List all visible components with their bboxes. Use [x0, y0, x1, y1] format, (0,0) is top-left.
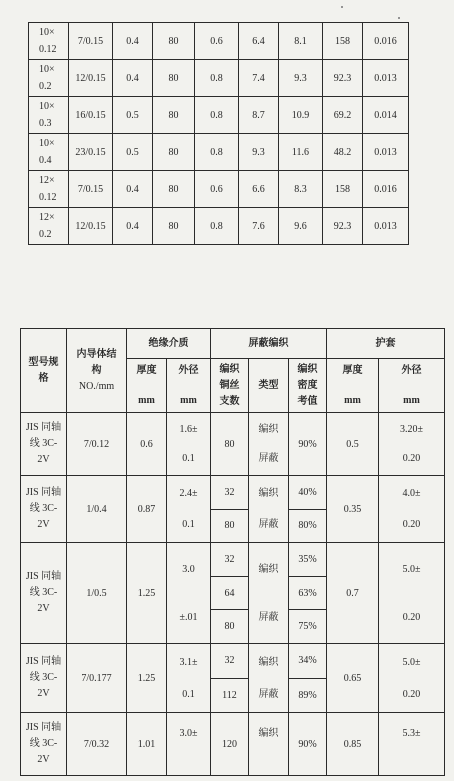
density-value: 63% — [288, 576, 327, 610]
value-cell: 0.8 — [195, 208, 239, 245]
ins-outer-cell — [167, 543, 211, 644]
jacket-outer-value: 5.0± — [402, 656, 421, 668]
ins-outer-value-stack — [168, 646, 209, 710]
type-cell — [249, 476, 289, 543]
type-cell — [249, 413, 289, 476]
jacket-outer-cell — [379, 644, 445, 713]
jacket-thickness-cell: 0.85 — [327, 713, 379, 776]
header-model — [21, 329, 67, 413]
jacket-outer-value: 0.20 — [402, 611, 421, 623]
ins-thickness-cell: 1.25 — [127, 543, 167, 644]
value-cell: 9.3 — [239, 134, 279, 171]
density-value: 80% — [288, 509, 327, 543]
density-value: 89% — [288, 678, 327, 713]
value-cell: 0.8 — [195, 60, 239, 97]
strands-value: 64 — [210, 576, 249, 610]
jacket-outer-value-stack — [380, 478, 443, 540]
density-cell — [289, 413, 327, 476]
jacket-outer-cell — [379, 543, 445, 644]
jacket-outer-value: 4.0± — [402, 488, 421, 499]
value-cell: 92.3 — [323, 60, 363, 97]
density-value: 40% — [298, 486, 317, 498]
spec-table-top — [28, 22, 409, 245]
value-cell: 0.4 — [113, 23, 153, 60]
jacket-outer-value-stack — [380, 415, 443, 473]
header-jacket-thickness-text: 厚度 — [342, 365, 363, 376]
jacket-outer-value: 3.20± — [400, 424, 424, 435]
value-cell: 92.3 — [323, 208, 363, 245]
scan-speck — [398, 17, 400, 19]
value-cell: 0.013 — [363, 60, 409, 97]
value-cell: 0.6 — [195, 23, 239, 60]
header-conductor — [67, 329, 127, 413]
value-cell: 80 — [153, 60, 195, 97]
jacket-outer-value-stack — [380, 646, 443, 710]
header-jacket-thickness-unit: mm — [344, 395, 361, 406]
value-cell: 0.5 — [113, 97, 153, 134]
value-cell: 7.6 — [239, 208, 279, 245]
header-type-text: 类型 — [258, 380, 279, 391]
density-cell — [289, 543, 327, 644]
value-cell: 7/0.15 — [69, 23, 113, 60]
jacket-outer-value-stack — [380, 715, 443, 773]
model-cell — [21, 413, 67, 476]
value-cell: 0.4 — [113, 60, 153, 97]
type-value: 编织 — [258, 656, 279, 668]
ins-outer-value: 0.1 — [182, 519, 195, 530]
conductor-cell: 1/0.4 — [67, 476, 127, 543]
value-cell: 8.3 — [279, 171, 323, 208]
value-cell: 80 — [153, 23, 195, 60]
table-row — [21, 413, 445, 476]
value-cell: 0.014 — [363, 97, 409, 134]
type-value-stack — [250, 715, 287, 773]
ins-outer-cell — [167, 413, 211, 476]
table-row — [21, 476, 445, 543]
strands-value: 120 — [222, 738, 237, 750]
value-cell: 80 — [153, 134, 195, 171]
ins-outer-value: 3.0± — [179, 727, 198, 739]
spec-cell: 10× 0.4 — [29, 134, 69, 171]
value-cell: 11.6 — [279, 134, 323, 171]
header-density — [289, 359, 327, 413]
value-cell: 48.2 — [323, 134, 363, 171]
table-row — [29, 60, 409, 97]
density-value: 34% — [298, 655, 317, 667]
ins-outer-cell — [167, 644, 211, 713]
ins-outer-value-stack — [168, 478, 209, 540]
header-insulation: 绝缘介质 — [127, 329, 211, 359]
value-cell: 80 — [153, 171, 195, 208]
coax-spec-table-body — [21, 413, 445, 776]
header-density-text: 编织密度考值 — [297, 363, 318, 407]
value-cell: 0.6 — [195, 171, 239, 208]
type-value-stack — [250, 646, 287, 710]
density-value: 90% — [298, 738, 317, 750]
ins-thickness-cell: 0.6 — [127, 413, 167, 476]
table-row — [29, 171, 409, 208]
value-cell: 12/0.15 — [69, 60, 113, 97]
type-cell — [249, 644, 289, 713]
header-ins-outer — [167, 359, 211, 413]
value-cell: 10.9 — [279, 97, 323, 134]
jacket-outer-cell — [379, 713, 445, 776]
value-cell: 23/0.15 — [69, 134, 113, 171]
strands-value: 32 — [224, 655, 235, 667]
header-strands-text: 编织铜丝支数 — [219, 363, 240, 407]
table-row — [29, 97, 409, 134]
jacket-thickness-cell: 0.65 — [327, 644, 379, 713]
value-cell: 6.6 — [239, 171, 279, 208]
jacket-outer-value: 5.3± — [402, 727, 421, 739]
value-cell: 0.5 — [113, 134, 153, 171]
density-cell — [289, 644, 327, 713]
strands-cell — [211, 543, 249, 644]
value-cell: 6.4 — [239, 23, 279, 60]
header-strands — [211, 359, 249, 413]
spec-table-top-body — [29, 23, 409, 245]
value-cell: 0.013 — [363, 134, 409, 171]
header-shield: 屏蔽编织 — [211, 329, 327, 359]
jacket-outer-value: 5.0± — [402, 563, 421, 575]
ins-outer-value: 1.6± — [179, 424, 198, 435]
value-cell: 8.7 — [239, 97, 279, 134]
header-ins-outer-unit: mm — [180, 395, 197, 406]
model-label: JIS 同轴线 3C-2V — [25, 722, 62, 765]
value-cell: 12/0.15 — [69, 208, 113, 245]
value-cell: 0.016 — [363, 171, 409, 208]
model-cell — [21, 713, 67, 776]
table-row — [21, 543, 445, 644]
type-cell — [249, 713, 289, 776]
density-value: 75% — [288, 609, 327, 643]
ins-outer-value: 2.4± — [179, 488, 198, 499]
ins-outer-cell — [167, 476, 211, 543]
header-jacket-outer-text: 外径 — [401, 365, 422, 376]
strands-value: 32 — [224, 486, 235, 498]
jacket-outer-value-stack — [380, 545, 443, 641]
strands-value: 80 — [210, 609, 249, 643]
ins-outer-value-stack — [168, 545, 209, 641]
type-value-stack — [250, 415, 287, 473]
density-cell — [289, 713, 327, 776]
header-jacket-outer-unit: mm — [403, 395, 420, 406]
ins-outer-value-stack — [168, 415, 209, 473]
value-cell: 0.8 — [195, 134, 239, 171]
strands-cell — [211, 476, 249, 543]
value-cell: 9.3 — [279, 60, 323, 97]
jacket-thickness-cell: 0.7 — [327, 543, 379, 644]
table-row — [29, 23, 409, 60]
jacket-thickness-cell: 0.5 — [327, 413, 379, 476]
type-cell — [249, 543, 289, 644]
density-value: 90% — [298, 438, 317, 450]
value-cell: 80 — [153, 208, 195, 245]
conductor-cell: 7/0.32 — [67, 713, 127, 776]
header-ins-outer-text: 外径 — [178, 365, 199, 376]
density-value-stack — [288, 713, 327, 775]
model-label: JIS 同轴线 3C-2V — [25, 422, 62, 465]
header-type — [249, 359, 289, 413]
strands-value-stack — [210, 713, 249, 775]
strands-value: 80 — [224, 438, 235, 450]
strands-value: 80 — [210, 509, 249, 543]
spec-cell: 12× 0.2 — [29, 208, 69, 245]
strands-cell — [211, 713, 249, 776]
header-ins-thickness — [127, 359, 167, 413]
table-row — [21, 713, 445, 776]
ins-outer-value: ±.01 — [179, 611, 198, 623]
strands-value-stack — [210, 413, 249, 475]
type-value: 屏蔽 — [258, 519, 279, 530]
jacket-outer-value: 0.20 — [402, 519, 421, 530]
spec-cell: 10× 0.12 — [29, 23, 69, 60]
value-cell: 0.4 — [113, 208, 153, 245]
header-ins-thickness-text: 厚度 — [136, 365, 157, 376]
value-cell: 0.016 — [363, 23, 409, 60]
jacket-outer-value: 0.20 — [402, 688, 421, 700]
coax-spec-table — [20, 328, 445, 776]
ins-outer-cell — [167, 713, 211, 776]
density-cell — [289, 476, 327, 543]
header-ins-thickness-unit: mm — [138, 395, 155, 406]
value-cell: 80 — [153, 97, 195, 134]
header-jacket: 护套 — [327, 329, 445, 359]
value-cell: 8.1 — [279, 23, 323, 60]
ins-outer-value: 3.0 — [182, 563, 195, 575]
header-jacket-outer — [379, 359, 445, 413]
model-label: JIS 同轴线 3C-2V — [25, 656, 62, 699]
value-cell: 7/0.15 — [69, 171, 113, 208]
ins-thickness-cell: 1.25 — [127, 644, 167, 713]
jacket-outer-value: 0.20 — [402, 453, 421, 464]
ins-thickness-cell: 0.87 — [127, 476, 167, 543]
strands-value: 112 — [210, 678, 249, 713]
density-value-stack — [288, 543, 327, 643]
type-value: 编织 — [258, 563, 279, 575]
type-value: 屏蔽 — [258, 611, 279, 623]
density-value-stack — [288, 476, 327, 542]
model-cell — [21, 644, 67, 713]
strands-value-stack — [210, 644, 249, 712]
density-value: 35% — [298, 553, 317, 565]
value-cell: 158 — [323, 171, 363, 208]
strands-cell — [211, 413, 249, 476]
value-cell: 16/0.15 — [69, 97, 113, 134]
scan-speck — [341, 6, 343, 8]
ins-outer-value: 3.1± — [179, 656, 198, 668]
strands-cell — [211, 644, 249, 713]
header-conductor-unit: NO./mm — [78, 381, 115, 392]
spec-cell: 10× 0.2 — [29, 60, 69, 97]
header-row-1 — [21, 329, 445, 359]
table-row — [29, 208, 409, 245]
table-row — [29, 134, 409, 171]
strands-value: 32 — [224, 553, 235, 565]
value-cell: 7.4 — [239, 60, 279, 97]
type-value: 编织 — [258, 488, 279, 499]
header-jacket-thickness — [327, 359, 379, 413]
conductor-cell: 1/0.5 — [67, 543, 127, 644]
model-cell — [21, 476, 67, 543]
jacket-thickness-cell: 0.35 — [327, 476, 379, 543]
strands-value-stack — [210, 476, 249, 542]
value-cell: 9.6 — [279, 208, 323, 245]
ins-outer-value-stack — [168, 715, 209, 773]
model-cell — [21, 543, 67, 644]
value-cell: 0.8 — [195, 97, 239, 134]
density-value-stack — [288, 644, 327, 712]
spec-cell: 12× 0.12 — [29, 171, 69, 208]
jacket-outer-cell — [379, 476, 445, 543]
value-cell: 69.2 — [323, 97, 363, 134]
spec-cell: 10× 0.3 — [29, 97, 69, 134]
jacket-outer-cell — [379, 413, 445, 476]
header-conductor-text: 内导体结构 — [76, 349, 117, 376]
type-value-stack — [250, 478, 287, 540]
type-value: 编织 — [258, 727, 279, 739]
header-model-text: 型号规格 — [28, 356, 59, 384]
ins-outer-value: 0.1 — [182, 688, 195, 700]
model-label: JIS 同轴线 3C-2V — [25, 487, 62, 530]
conductor-cell: 7/0.12 — [67, 413, 127, 476]
model-label: JIS 同轴线 3C-2V — [25, 571, 62, 614]
ins-outer-value: 0.1 — [182, 453, 195, 464]
value-cell: 158 — [323, 23, 363, 60]
ins-thickness-cell: 1.01 — [127, 713, 167, 776]
type-value: 编织 — [258, 424, 279, 435]
table-row — [21, 644, 445, 713]
type-value-stack — [250, 545, 287, 641]
density-value-stack — [288, 413, 327, 475]
type-value: 屏蔽 — [258, 453, 279, 464]
conductor-cell: 7/0.177 — [67, 644, 127, 713]
value-cell: 0.4 — [113, 171, 153, 208]
type-value: 屏蔽 — [258, 688, 279, 700]
strands-value-stack — [210, 543, 249, 643]
value-cell: 0.013 — [363, 208, 409, 245]
